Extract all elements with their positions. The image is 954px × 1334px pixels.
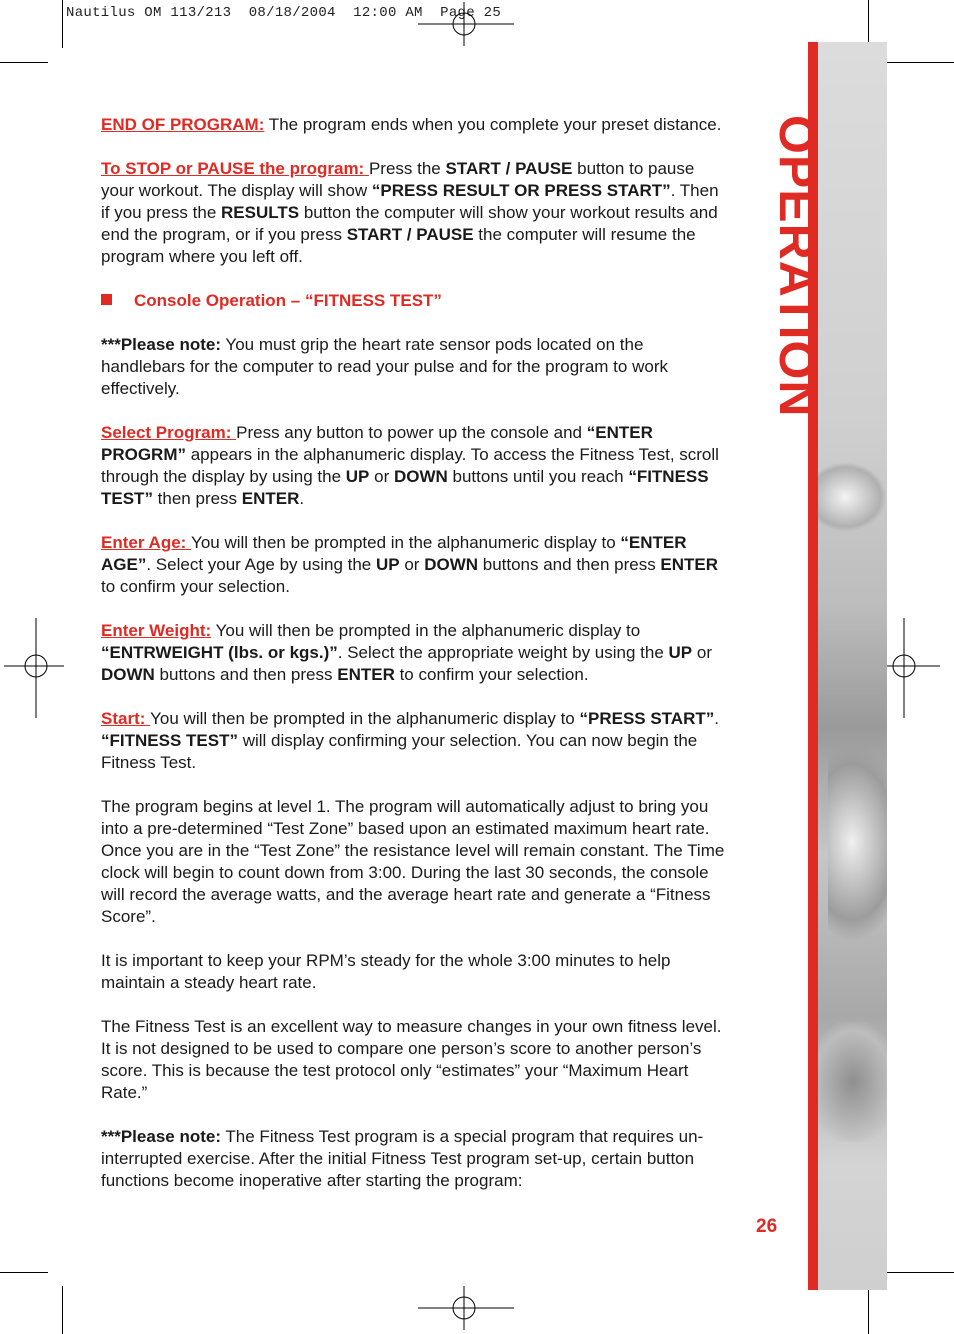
text: The Fitness Test program is a special program that requires un-interrupted exercise. After the initial Fitness Test program set-up, certain button functions become inoperative after starting the program: bbox=[101, 1127, 704, 1190]
bold-text: UP bbox=[376, 555, 400, 574]
bold-text: DOWN bbox=[101, 665, 155, 684]
crop-mark bbox=[868, 0, 869, 48]
heading-stop-pause: To STOP or PAUSE the program: bbox=[101, 159, 369, 178]
text: or bbox=[692, 643, 712, 662]
heading-select-program: Select Program: bbox=[101, 423, 237, 442]
crop-mark bbox=[62, 1286, 63, 1334]
text: appears in the alphanumeric display. To access the Fitness Test, scroll through the display by using the bbox=[101, 445, 719, 486]
heading-enter-age: Enter Age: bbox=[101, 533, 192, 552]
bold-text: ***Please note: bbox=[101, 1127, 221, 1146]
text: or bbox=[369, 467, 394, 486]
text: . bbox=[299, 489, 305, 508]
text: to confirm your selection. bbox=[394, 665, 589, 684]
crop-mark bbox=[884, 1272, 954, 1273]
select-program-paragraph bbox=[101, 422, 731, 510]
print-slug: Nautilus OM 113/213 08/18/2004 12:00 AM Page 25 bbox=[66, 5, 502, 21]
text: to confirm your selection. bbox=[101, 577, 290, 596]
bold-text: ENTER bbox=[660, 555, 719, 574]
start-paragraph bbox=[101, 708, 731, 774]
rpm-paragraph: It is important to keep your RPM’s steady for the whole 3:00 minutes to help maintain a steady heart rate. bbox=[101, 951, 671, 992]
text: . bbox=[714, 709, 719, 728]
text: . Then if you press the bbox=[101, 181, 719, 222]
fitness-test-paragraph: The Fitness Test is an excellent way to measure changes in your own fitness level. It is not designed to be used to compare one person’s score to another person’s score. This is because the test protocol only “estimates” your “Maximum Heart Rate.” bbox=[101, 1017, 722, 1102]
enter-weight-paragraph bbox=[101, 620, 731, 686]
bold-text: “PRESS START” bbox=[579, 709, 715, 728]
bold-text: ENTER bbox=[337, 665, 395, 684]
text: You will then be prompted in the alphanumeric display to bbox=[211, 621, 641, 640]
stop-pause-paragraph bbox=[101, 158, 731, 268]
text: buttons until you reach bbox=[447, 467, 629, 486]
bold-text: “ENTER PROGRM” bbox=[101, 423, 653, 464]
please-note-paragraph bbox=[101, 334, 731, 400]
text: the computer will resume the program where you left off. bbox=[101, 225, 696, 266]
bold-text: ***Please note: bbox=[101, 335, 221, 354]
registration-mark-top bbox=[418, 2, 514, 46]
bold-text: UP bbox=[345, 467, 370, 486]
program-begins-paragraph: The program begins at level 1. The program will automatically adjust to bring you into a pre-determined “Test Zone” based upon an estimated maximum heart rate. Once you are in the “Test Zone” the resistance level will remain constant. The Time clock will begin to count down from 3:00. During the last 30 seconds, the console will record the average watts, and the average heart rate and generate a “Fitness Score”. bbox=[101, 797, 725, 926]
crop-mark bbox=[868, 1286, 869, 1334]
console-operation-heading bbox=[101, 290, 731, 312]
bold-text: DOWN bbox=[393, 467, 448, 486]
bold-text: START / PAUSE bbox=[445, 159, 573, 178]
registration-mark-left bbox=[4, 618, 64, 718]
text: . Select the appropriate weight by using the bbox=[337, 643, 669, 662]
text: or bbox=[399, 555, 425, 574]
bold-text: DOWN bbox=[424, 555, 479, 574]
please-note-paragraph-2 bbox=[101, 1126, 731, 1192]
text: then press bbox=[152, 489, 242, 508]
heading-end-of-program: END OF PROGRAM: bbox=[101, 115, 265, 134]
bold-text: ENTER bbox=[241, 489, 300, 508]
section-title-text: OPERATION bbox=[769, 115, 825, 418]
text: You must grip the heart rate sensor pods located on the handlebars for the computer to read your pulse and for the program to work effectively. bbox=[101, 335, 668, 398]
page-number: 26 bbox=[756, 1216, 778, 1237]
registration-mark-right bbox=[880, 618, 940, 718]
crop-mark bbox=[0, 1272, 48, 1273]
text: You will then be prompted in the alphanumeric display to bbox=[150, 709, 580, 728]
text: buttons and then press bbox=[478, 555, 661, 574]
text: . Select your Age by using the bbox=[146, 555, 376, 574]
registration-mark-bottom bbox=[418, 1286, 514, 1330]
bold-text: “PRESS RESULT OR PRESS START” bbox=[371, 181, 671, 200]
section-title bbox=[740, 115, 830, 418]
bold-text: UP bbox=[668, 643, 693, 662]
crop-mark bbox=[0, 62, 48, 63]
text: You will then be prompted in the alphanumeric display to bbox=[191, 533, 621, 552]
bullet-text: Console Operation – “FITNESS TEST” bbox=[134, 291, 442, 310]
bold-text: “ENTRWEIGHT (lbs. or kgs.)” bbox=[101, 643, 338, 662]
enter-age-paragraph bbox=[101, 532, 731, 598]
text: will display confirming your selection. You can now begin the Fitness Test. bbox=[101, 731, 698, 772]
crop-mark bbox=[62, 0, 63, 48]
bold-text: START / PAUSE bbox=[346, 225, 474, 244]
text: The program ends when you complete your preset distance. bbox=[264, 115, 722, 134]
text: Press any button to power up the console and bbox=[236, 423, 587, 442]
bold-text: “ENTER AGE” bbox=[101, 533, 687, 574]
end-of-program-paragraph bbox=[101, 114, 731, 136]
bold-text: “FITNESS TEST” bbox=[101, 731, 238, 750]
text: buttons and then press bbox=[154, 665, 338, 684]
text: button to pause your workout. The display will show bbox=[101, 159, 695, 200]
text: Press the bbox=[368, 159, 446, 178]
heading-start: Start: bbox=[101, 709, 151, 728]
heading-enter-weight: Enter Weight: bbox=[101, 621, 212, 640]
crop-mark bbox=[884, 62, 954, 63]
bold-text: RESULTS bbox=[221, 203, 300, 222]
bold-text: “FITNESS TEST” bbox=[101, 467, 709, 508]
bullet-square-icon bbox=[101, 294, 112, 305]
text: button the computer will show your workout results and end the program, or if you press bbox=[101, 203, 718, 244]
page-content bbox=[101, 114, 731, 1214]
